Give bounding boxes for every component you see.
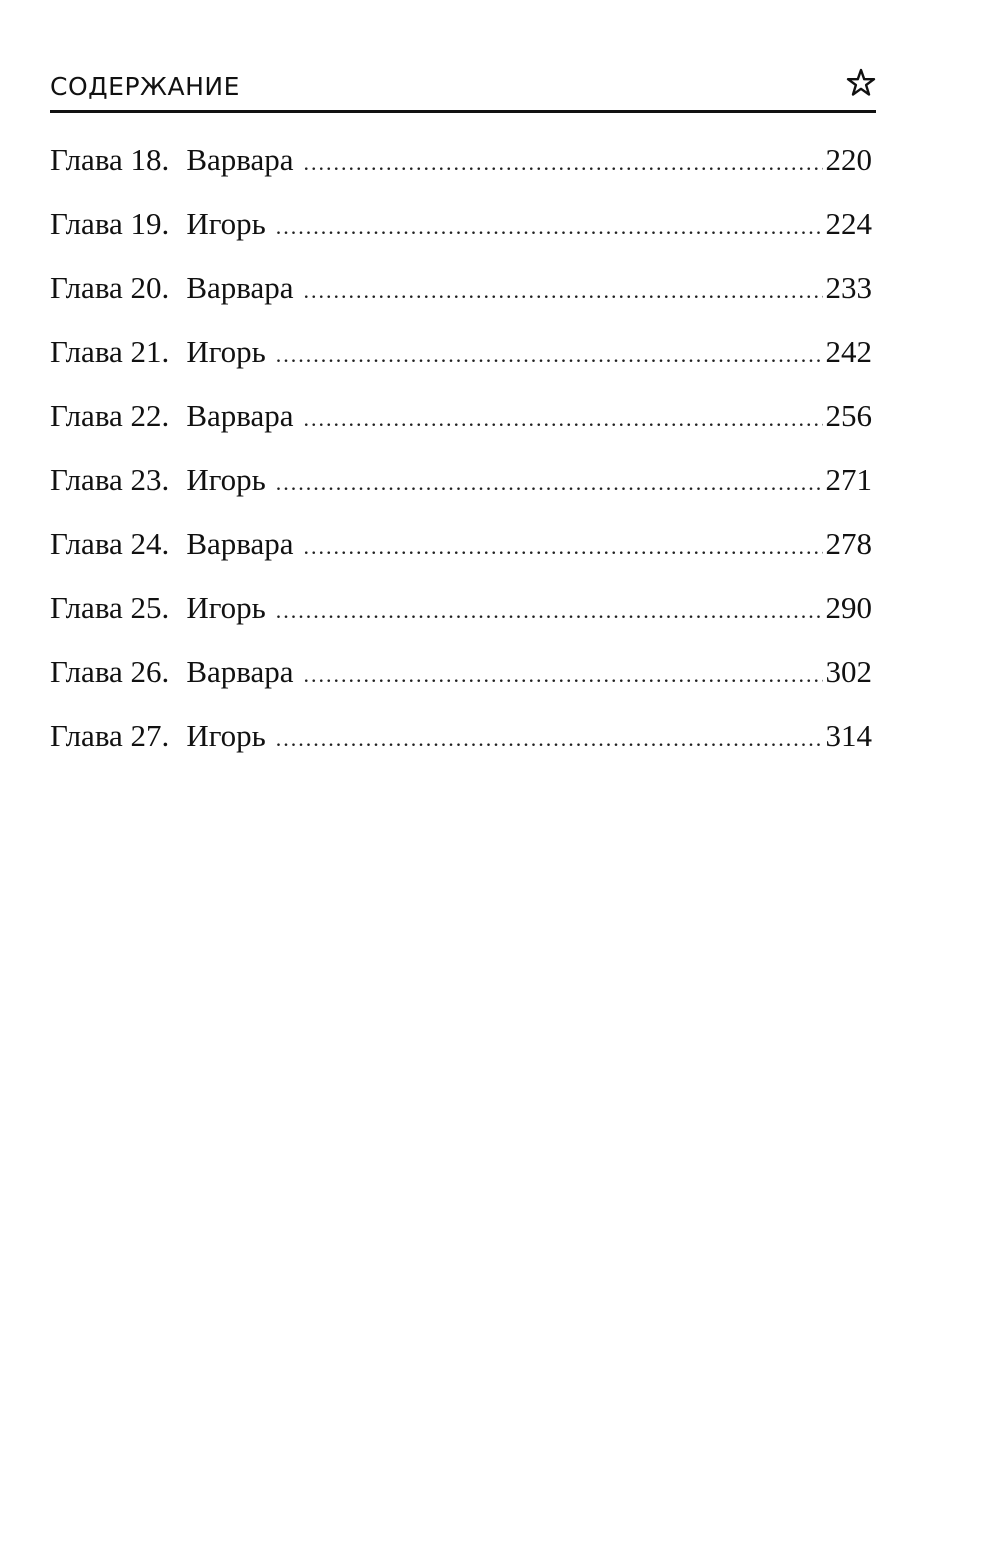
toc-chapter-title: Игорь [186,590,266,625]
toc-chapter-title: Игорь [186,334,266,369]
toc-page-number: 242 [825,334,872,369]
toc-page-number: 220 [825,142,872,177]
toc-page-number: 278 [825,526,872,561]
toc-page-number: 233 [825,270,872,305]
toc-entry [50,138,872,202]
toc-chapter-title: Игорь [186,718,266,753]
toc-page-number: 224 [825,206,872,241]
dot-leader [304,141,823,185]
toc-chapter-title: Варвара [186,654,294,689]
toc-chapter-number: Глава 22. [50,398,170,433]
toc-chapter-number: Глава 19. [50,206,170,241]
toc-chapter-number: Глава 18. [50,142,170,177]
toc-entry [50,586,872,650]
toc-entry [50,330,872,394]
running-header [50,66,876,113]
toc-entry [50,458,872,522]
toc-page-number: 302 [825,654,872,689]
toc-entry [50,522,872,586]
toc-chapter-number: Глава 23. [50,462,170,497]
dot-leader [276,333,823,377]
dot-leader [276,717,823,761]
toc-chapter-title: Варвара [186,270,294,305]
toc-chapter-number: Глава 25. [50,590,170,625]
toc-chapter-title: Игорь [186,206,266,241]
toc-page-number: 256 [825,398,872,433]
dot-leader [304,653,823,697]
toc-chapter-number: Глава 24. [50,526,170,561]
toc-page-number: 290 [825,590,872,625]
toc-chapter-title: Варвара [186,142,294,177]
dot-leader [304,269,823,313]
toc-entry [50,266,872,330]
table-of-contents [50,138,872,778]
toc-chapter-number: Глава 20. [50,270,170,305]
toc-entry [50,394,872,458]
toc-entry [50,202,872,266]
toc-chapter-number: Глава 21. [50,334,170,369]
toc-chapter-number: Глава 27. [50,718,170,753]
dot-leader [304,525,823,569]
toc-chapter-title: Игорь [186,462,266,497]
toc-entry [50,714,872,778]
dot-leader [276,589,823,633]
toc-chapter-number: Глава 26. [50,654,170,689]
star-outline-icon [846,68,876,98]
toc-entry [50,650,872,714]
dot-leader [304,397,823,441]
dot-leader [276,205,823,249]
toc-page-number: 314 [825,718,872,753]
toc-chapter-title: Варвара [186,398,294,433]
toc-page-number: 271 [825,462,872,497]
header-title: СОДЕРЖАНИЕ [50,72,240,101]
dot-leader [276,461,823,505]
toc-chapter-title: Варвара [186,526,294,561]
